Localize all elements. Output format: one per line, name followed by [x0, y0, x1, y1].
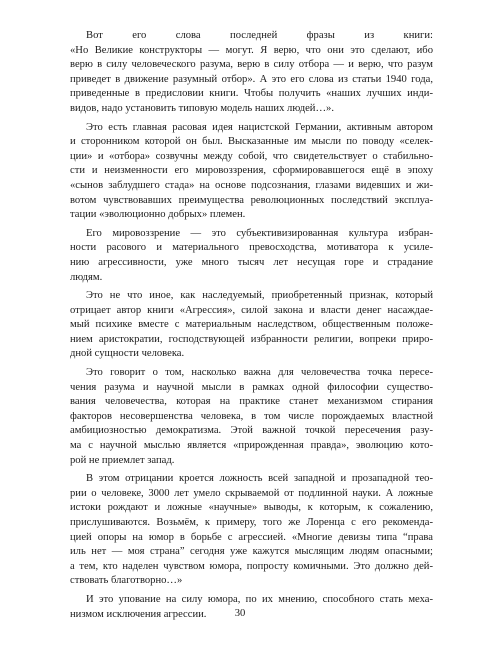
text-line: нию агрессивности, уже много тысяч лет несущая горе и страдание — [70, 256, 433, 268]
text-line: вотом чувствовавших преимущества революционных последствий эксплуа- — [70, 194, 433, 206]
text-line: ности расового и материального превосходства, мотиватора к усиле- — [70, 242, 433, 254]
text-body — [70, 29, 433, 622]
text-line: ствовать благотворно…» — [70, 575, 183, 587]
text-line: иль нет — моя страна” сегодня уже кажутся мыслящим людям опасными; — [70, 546, 433, 558]
text-line: рии о человеке, 3000 лет умело скрываемой от подлинной науки. А ложные — [70, 487, 433, 499]
text-line: людям. — [70, 271, 103, 283]
text-line: а тем, кто наделен чувством юмора, попросту комичными. Это должно дей- — [70, 560, 433, 572]
text-line: В этом отрицании кроется ложность всей западной и прозападной тео- — [86, 473, 433, 485]
text-line: «Но Великие конструкторы — могут. Я верю, что они это сделают, ибо — [70, 44, 433, 56]
text-line: ции» и «отбора» созвучны между собой, что свидетельствует о стабильно- — [70, 150, 433, 162]
text-line: нием аристократии, господствующей избранности религии, вопреки приро- — [70, 333, 433, 345]
text-line: Это не что иное, как наследуемый, приобретенный признак, который — [86, 290, 433, 302]
paragraph — [70, 366, 433, 468]
text-line: амбициозностью демократизма. Этой важной точкой пересечения разу- — [70, 425, 433, 437]
text-line: прислушиваются. Возьмём, к примеру, того же Лоренца с его рекоменда- — [70, 517, 433, 528]
text-line: чения разума и научной мысли в рамках одной философии существо- — [70, 381, 433, 393]
text-line: сти и неизменности его мировоззрения, сформировавшегося ещё в эпоху — [70, 165, 433, 177]
text-line: ма с научной мыслью является «прирожденная правда», эволюцию кото- — [70, 440, 433, 452]
text-line: цией опоры на юмор в борьбе с агрессией. «Многие девизы типа “права — [70, 531, 433, 543]
text-line: факторов несовершенства человека, в том числе порождаемых властной — [70, 410, 433, 422]
text-line: мый психике вместе с материальным наследством, общественным положе- — [70, 319, 433, 331]
text-line: отрицает автор книги «Агрессия», силой закона и власти денег насаждае- — [70, 304, 433, 316]
text-line: приведенные в предисловии книги. Чтобы получить «наших лучших инди- — [70, 88, 433, 100]
text-line: Это говорит о том, насколько важна для человечества точка пересе- — [86, 367, 433, 379]
text-line: истоки рождают и ложные «научные» выводы, к которым, к сожалению, — [70, 502, 433, 514]
text-line: вания человечества, которая на практике станет механизмом стирания — [70, 396, 433, 408]
text-line: приведет в движение разумный отбор». А это его слова из статьи 1940 года, — [70, 73, 433, 85]
text-line: рой не приемлет запад. — [70, 454, 175, 466]
text-line: и сторонником которой он был. Высказанные им мысли по поводу «селек- — [70, 136, 433, 148]
text-line: Его мировоззрение — это субъективизированная культура избран- — [86, 227, 433, 239]
text-line: верю в силу человеческого разума, верю в силу отбора — и верю, что разум — [70, 59, 433, 71]
text-line: низмом исключения агрессии. — [70, 608, 207, 620]
paragraph — [70, 121, 433, 223]
page-number: 30 — [234, 608, 246, 619]
paragraph — [70, 227, 433, 285]
paragraph — [70, 289, 433, 362]
text-line: Вот его слова последней фразы из книги: — [86, 30, 433, 41]
text-line: И это упование на силу юмора, по их мнению, способного стать меха- — [86, 593, 433, 605]
text-line: тации «эволюционно добрых» племен. — [70, 209, 246, 221]
text-line: «сынов заблудшего стада» на основе подсознания, глазами видевших и жи- — [70, 179, 433, 191]
text-line: дной сущности человека. — [70, 348, 185, 360]
text-line: Это есть главная расовая идея нацистской Германии, активным автором — [86, 121, 433, 133]
paragraph — [70, 29, 433, 117]
text-line: видов, надо установить типовую модель наших людей…». — [70, 102, 334, 114]
paragraph — [70, 472, 433, 589]
